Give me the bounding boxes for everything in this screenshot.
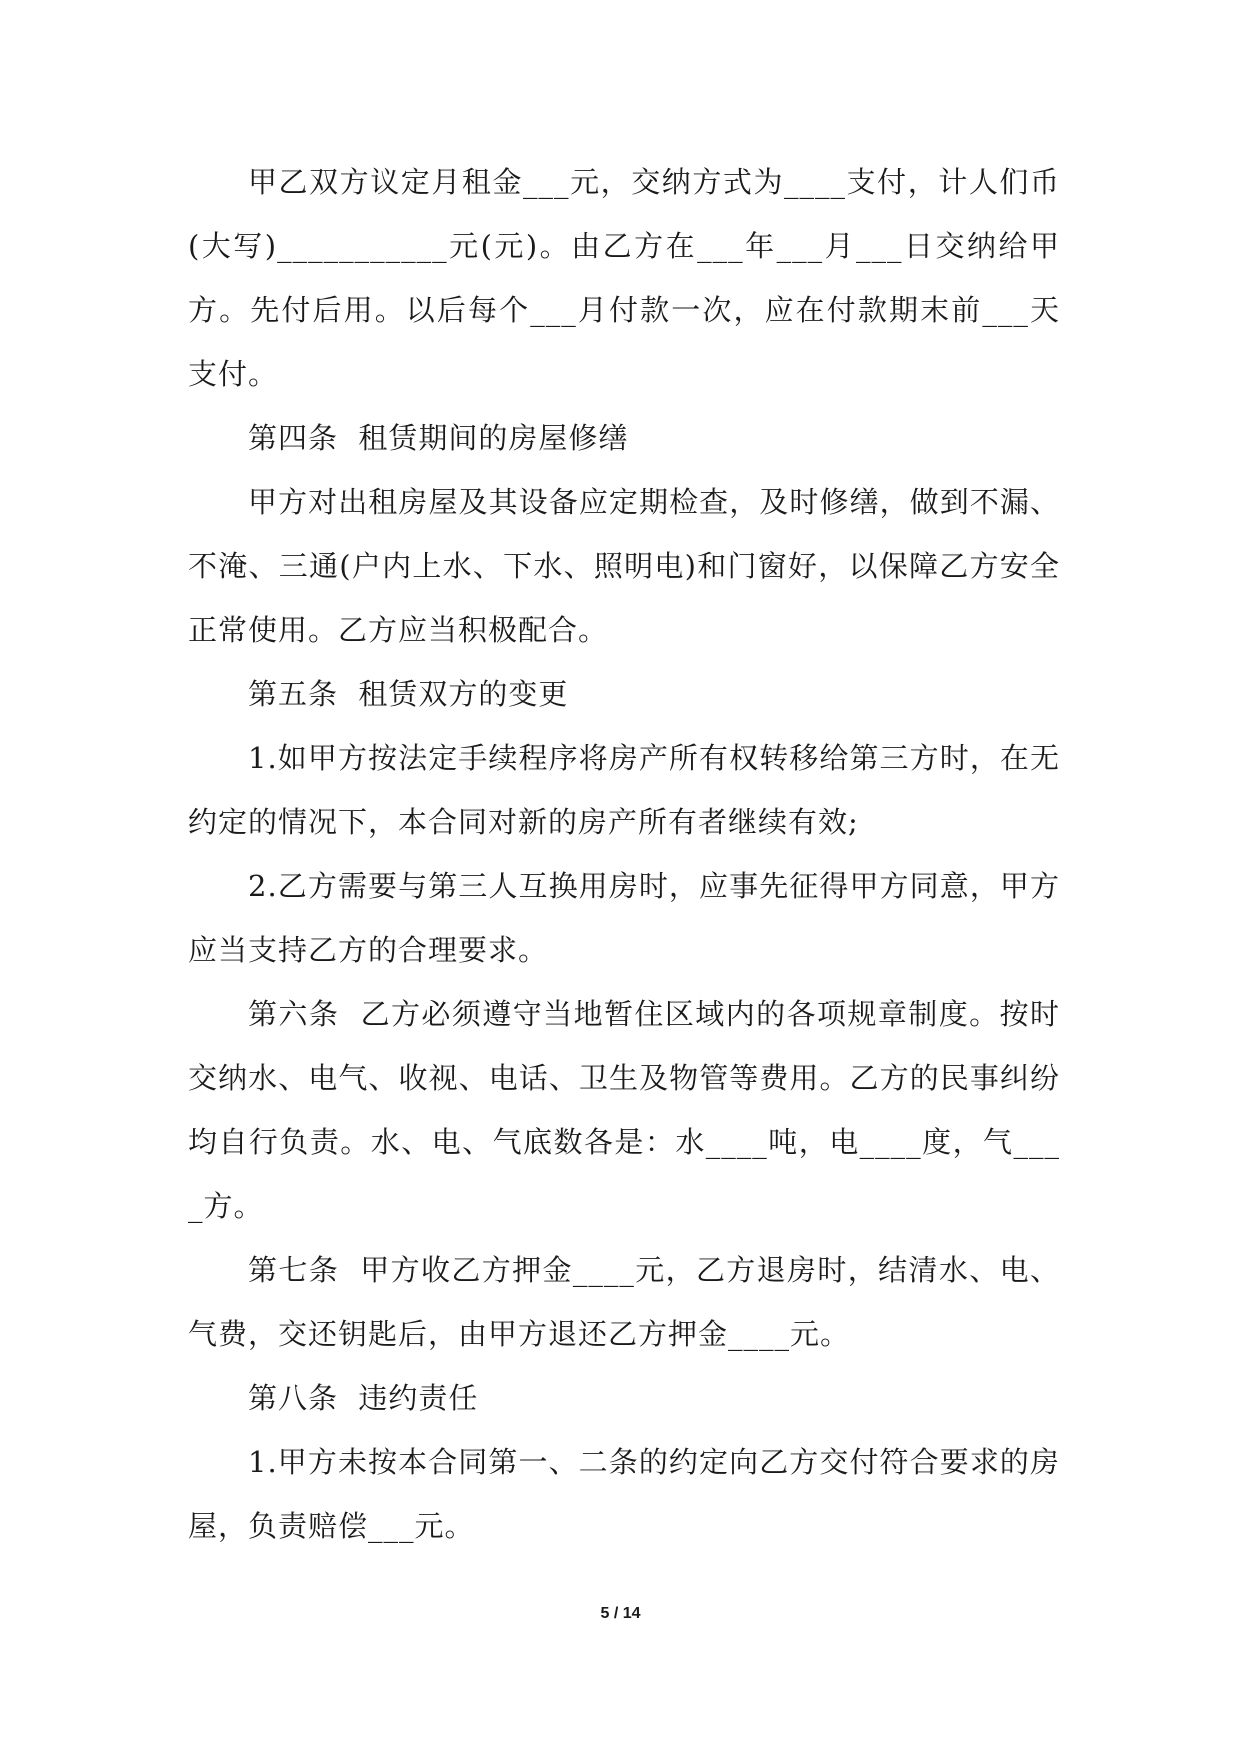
paragraph-room-exchange: 2.乙方需要与第三人互换用房时，应事先征得甲方同意，甲方应当支持乙方的合理要求。 [188, 869, 1060, 967]
page-number: 5 / 14 [600, 1605, 641, 1622]
paragraph-ownership-transfer: 1.如甲方按法定手续程序将房产所有权转移给第三方时，在无约定的情况下，本合同对新的房产所有者继续有效; [188, 741, 1060, 839]
paragraph-repairs: 甲方对出租房屋及其设备应定期检查，及时修缮，做到不漏、不淹、三通(户内上水、下水、照明电)和门窗好，以保障乙方安全正常使用。乙方应当积极配合。 [188, 485, 1060, 647]
article-8-heading: 第八条 违约责任 [248, 1381, 479, 1415]
article-5-heading: 第五条 租赁双方的变更 [248, 677, 569, 711]
article-7-paragraph: 第七条 甲方收乙方押金____元，乙方退房时，结清水、电、气费，交还钥匙后，由甲方退还乙方押金____元。 [188, 1253, 1060, 1351]
paragraph-rent-payment: 甲乙双方议定月租金___元，交纳方式为____支付，计人们币(大写)___________元(元)。由乙方在___年___月___日交纳给甲方。先付后用。以后每个___月付款一次，应在付款期末前___天支付。 [188, 165, 1060, 391]
article-6-paragraph: 第六条 乙方必须遵守当地暂住区域内的各项规章制度。按时交纳水、电气、收视、电话、卫生及物管等费用。乙方的民事纠纷均自行负责。水、电、气底数各是：水____吨，电____度，气____方。 [188, 997, 1060, 1223]
article-4-heading: 第四条 租赁期间的房屋修缮 [248, 421, 629, 455]
contract-body [188, 150, 1060, 1558]
paragraph-landlord-breach: 1.甲方未按本合同第一、二条的约定向乙方交付符合要求的房屋，负责赔偿___元。 [188, 1445, 1060, 1543]
